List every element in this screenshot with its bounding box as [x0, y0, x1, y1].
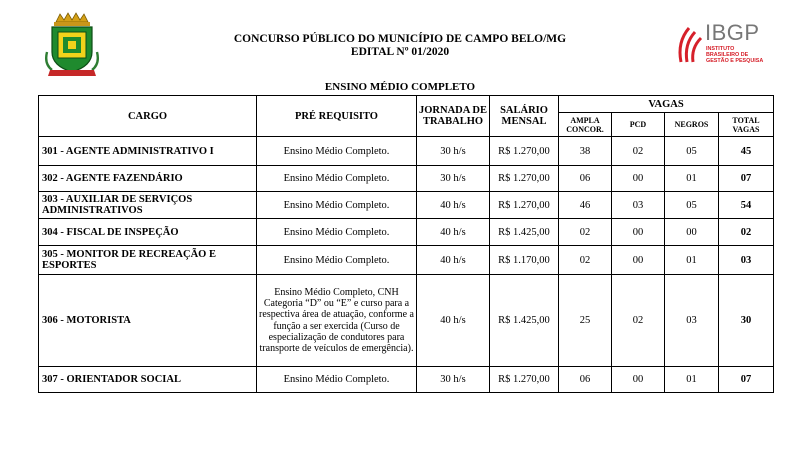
total-cell: 07 [719, 166, 774, 192]
total-cell: 30 [719, 275, 774, 367]
document-title: CONCURSO PÚBLICO DO MUNICÍPIO DE CAMPO BELO/MG [233, 33, 567, 45]
pcd-cell: 02 [612, 275, 665, 367]
col-jornada-header: JORNADA DE TRABALHO [417, 96, 490, 137]
requisito-cell: Ensino Médio Completo, CNH Categoria “D” ou “E” e curso para a respectiva área de atuação, conforme a função a ser exercida (Curso de especialização de condutores para transporte de veículos de emergência). [257, 275, 417, 367]
ampla-cell: 06 [559, 166, 612, 192]
salario-cell: R$ 1.270,00 [490, 137, 559, 166]
cargo-cell: 304 - FISCAL DE INSPEÇÃO [39, 219, 257, 246]
table-row [39, 219, 774, 246]
cargo-cell: 307 - ORIENTADOR SOCIAL [39, 367, 257, 393]
ampla-cell: 46 [559, 192, 612, 219]
pcd-cell: 00 [612, 219, 665, 246]
vacancies-table [38, 95, 774, 393]
total-cell: 54 [719, 192, 774, 219]
jornada-cell: 40 h/s [417, 192, 490, 219]
pcd-cell: 00 [612, 367, 665, 393]
col-pcd-header: PCD [612, 113, 665, 137]
table-row [39, 246, 774, 275]
total-cell: 45 [719, 137, 774, 166]
requisito-cell: Ensino Médio Completo. [257, 367, 417, 393]
requisito-cell: Ensino Médio Completo. [257, 166, 417, 192]
total-cell: 07 [719, 367, 774, 393]
total-cell: 02 [719, 219, 774, 246]
jornada-cell: 30 h/s [417, 166, 490, 192]
pcd-cell: 00 [612, 166, 665, 192]
negros-cell: 05 [665, 192, 719, 219]
jornada-cell: 40 h/s [417, 219, 490, 246]
jornada-cell: 30 h/s [417, 137, 490, 166]
negros-cell: 01 [665, 166, 719, 192]
requisito-cell: Ensino Médio Completo. [257, 137, 417, 166]
col-cargo-header: CARGO [39, 96, 257, 137]
ibgp-name: IBGP [705, 20, 760, 45]
salario-cell: R$ 1.425,00 [490, 219, 559, 246]
negros-cell: 01 [665, 246, 719, 275]
salario-cell: R$ 1.425,00 [490, 275, 559, 367]
pcd-cell: 03 [612, 192, 665, 219]
col-vagas-header: VAGAS [559, 96, 774, 113]
jornada-cell: 30 h/s [417, 367, 490, 393]
ampla-cell: 02 [559, 219, 612, 246]
requisito-cell: Ensino Médio Completo. [257, 219, 417, 246]
campo-belo-crest-logo [44, 12, 100, 78]
ampla-cell: 38 [559, 137, 612, 166]
table-header-row [39, 96, 774, 113]
table-row [39, 137, 774, 166]
cargo-cell: 301 - AGENTE ADMINISTRATIVO I [39, 137, 257, 166]
col-requisito-header: PRÉ REQUISITO [257, 96, 417, 137]
salario-cell: R$ 1.270,00 [490, 166, 559, 192]
negros-cell: 05 [665, 137, 719, 166]
pcd-cell: 00 [612, 246, 665, 275]
pcd-cell: 02 [612, 137, 665, 166]
ampla-cell: 06 [559, 367, 612, 393]
ampla-cell: 25 [559, 275, 612, 367]
jornada-cell: 40 h/s [417, 275, 490, 367]
section-title: ENSINO MÉDIO COMPLETO [324, 81, 476, 93]
table-row [39, 367, 774, 393]
ibgp-subtitle: INSTITUTO BRASILEIRO DE GESTÃO E PESQUISA [706, 46, 764, 64]
negros-cell: 00 [665, 219, 719, 246]
table-row [39, 192, 774, 219]
negros-cell: 03 [665, 275, 719, 367]
table-row [39, 166, 774, 192]
jornada-cell: 40 h/s [417, 246, 490, 275]
total-cell: 03 [719, 246, 774, 275]
negros-cell: 01 [665, 367, 719, 393]
cargo-cell: 303 - AUXILIAR DE SERVIÇOS ADMINISTRATIVOS [39, 192, 257, 219]
cargo-cell: 305 - MONITOR DE RECREAÇÃO E ESPORTES [39, 246, 257, 275]
requisito-cell: Ensino Médio Completo. [257, 192, 417, 219]
col-negros-header: NEGROS [665, 113, 719, 137]
table-row [39, 275, 774, 367]
salario-cell: R$ 1.270,00 [490, 192, 559, 219]
ampla-cell: 02 [559, 246, 612, 275]
salario-cell: R$ 1.170,00 [490, 246, 559, 275]
requisito-cell: Ensino Médio Completo. [257, 246, 417, 275]
cargo-cell: 302 - AGENTE FAZENDÁRIO [39, 166, 257, 192]
col-ampla-header: AMPLA CONCOR. [559, 113, 612, 137]
cargo-cell: 306 - MOTORISTA [39, 275, 257, 367]
col-total-header: TOTAL VAGAS [719, 113, 774, 137]
document-subtitle: EDITAL Nº 01/2020 [350, 46, 450, 58]
salario-cell: R$ 1.270,00 [490, 367, 559, 393]
col-salario-header: SALÁRIO MENSAL [490, 96, 559, 137]
